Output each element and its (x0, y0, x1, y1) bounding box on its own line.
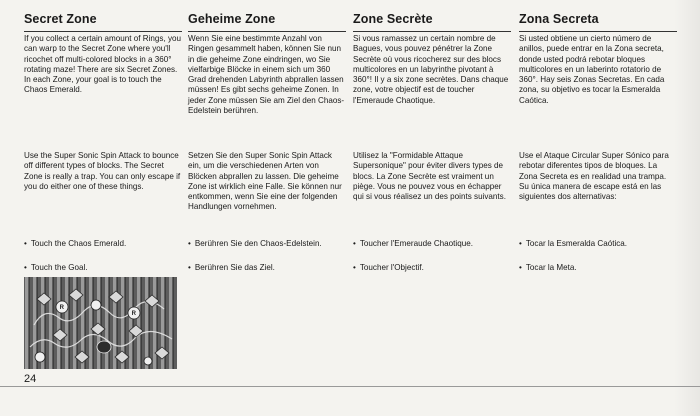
bullet-text: Toucher l'Objectif. (359, 263, 424, 272)
secret-zone-screenshot (24, 277, 177, 369)
page-number: 24 (24, 373, 37, 385)
column-english (24, 12, 182, 272)
instructions-paragraph: Utilisez la "Formidable Attaque Supersonique" pour éviter divers types de blocs. La Zone Secrète est vraiment un piège. Vous ne pouvez vous en échapper qui si vous réalisez un des points suivants. (353, 151, 506, 202)
column-title: Zona Secreta (519, 12, 599, 26)
bullet-item (188, 263, 346, 273)
instructions-paragraph: Use the Super Sonic Spin Attack to bounce off different types of blocks. The Secret Zone is really a trap. You can only escape if you do either one of these things. (24, 151, 181, 191)
column-german (188, 12, 346, 272)
bullet-text: Touch the Chaos Emerald. (30, 239, 127, 248)
bullet-dot: • (24, 263, 27, 272)
secret-zone-maze-illustration (24, 277, 177, 369)
bullet-item (353, 263, 511, 273)
instructions-paragraph: Use el Ataque Circular Super Sónico para rebotar diferentes tipos de bloques. La Zona Secreta es en realidad una trampa. Su única manera de escape está en las siguientes dos alternativas: (519, 151, 669, 202)
column-french (353, 12, 511, 272)
bullet-item (519, 239, 677, 249)
title-rule (188, 31, 346, 32)
intro-paragraph: Si usted obtiene un cierto número de anillos, puede entrar en la Zona secreta, donde usted podrá rebotar bloques multicolores en un laberinto rotatorio de 360°. Hay seis Zonas Secretas. En cada zona, su objetivo es tocar la Esmeralda Caótica. (519, 34, 665, 105)
svg-text:R: R (59, 305, 64, 312)
column-title: Zone Secrète (353, 12, 433, 26)
bullet-item (188, 239, 346, 249)
bullet-dot: • (188, 263, 191, 272)
bullet-item (24, 263, 182, 273)
bullet-dot: • (353, 263, 356, 272)
title-rule (24, 31, 182, 32)
bullet-dot: • (188, 239, 191, 248)
svg-text:R: R (131, 311, 136, 318)
bullet-dot: • (353, 239, 356, 248)
title-rule (519, 31, 677, 32)
bullet-item (24, 239, 182, 249)
bullet-dot: • (24, 239, 27, 248)
bullet-text: Touch the Goal. (30, 263, 88, 272)
instructions-paragraph: Setzen Sie den Super Sonic Spin Attack ein, um die verschiedenen Arten von Blöcken abprallen zu lassen. Die geheime Zone ist wirklich eine Falle. Sie können nur entkommen, wenn Sie eine der folgenden Handlungen vornehmen. (188, 151, 342, 212)
bullet-text: Toucher l'Emeraude Chaotique. (359, 239, 473, 248)
title-rule (353, 31, 511, 32)
intro-paragraph: Si vous ramassez un certain nombre de Bagues, vous pouvez pénétrer la Zone Secrète où vous ricocherez sur des blocs multicolores en un labyrinthe pivotant à 360°! Il y a six zone secrètes. Dans chaque zone, votre objectif est de toucher l'Emeraude Chaotique. (353, 34, 509, 105)
column-title: Geheime Zone (188, 12, 276, 26)
bullet-text: Tocar la Esmeralda Caótica. (525, 239, 628, 248)
bullet-dot: • (519, 239, 522, 248)
bullet-item (353, 239, 511, 249)
page-edge-shadow (674, 0, 700, 416)
intro-paragraph: Wenn Sie eine bestimmte Anzahl von Ringen gesammelt haben, können Sie nun in die geheime Zone eindringen, wo Sie vielfarbige Blöcke in einem sich um 360 Grad drehenden Labyrinth abprallen lassen müssen! Es gibt sechs geheime Zonen. In jeder Zone müssen Sie am Ziel den Chaos-Edelstein berühren. (188, 34, 345, 116)
bullet-item (519, 263, 677, 273)
bullet-text: Berühren Sie das Ziel. (194, 263, 275, 272)
bullet-text: Tocar la Meta. (525, 263, 577, 272)
bottom-divider (0, 386, 700, 387)
bullet-dot: • (519, 263, 522, 272)
column-title: Secret Zone (24, 12, 97, 26)
bullet-text: Berühren Sie den Chaos-Edelstein. (194, 239, 322, 248)
intro-paragraph: If you collect a certain amount of Rings, you can warp to the Secret Zone where you'll ricochet off multi-colored blocks in a 360° rotating maze! There are six Secret Zones. In each Zone, your goal is to touch the Chaos Emerald. (24, 34, 182, 95)
column-spanish (519, 12, 677, 272)
